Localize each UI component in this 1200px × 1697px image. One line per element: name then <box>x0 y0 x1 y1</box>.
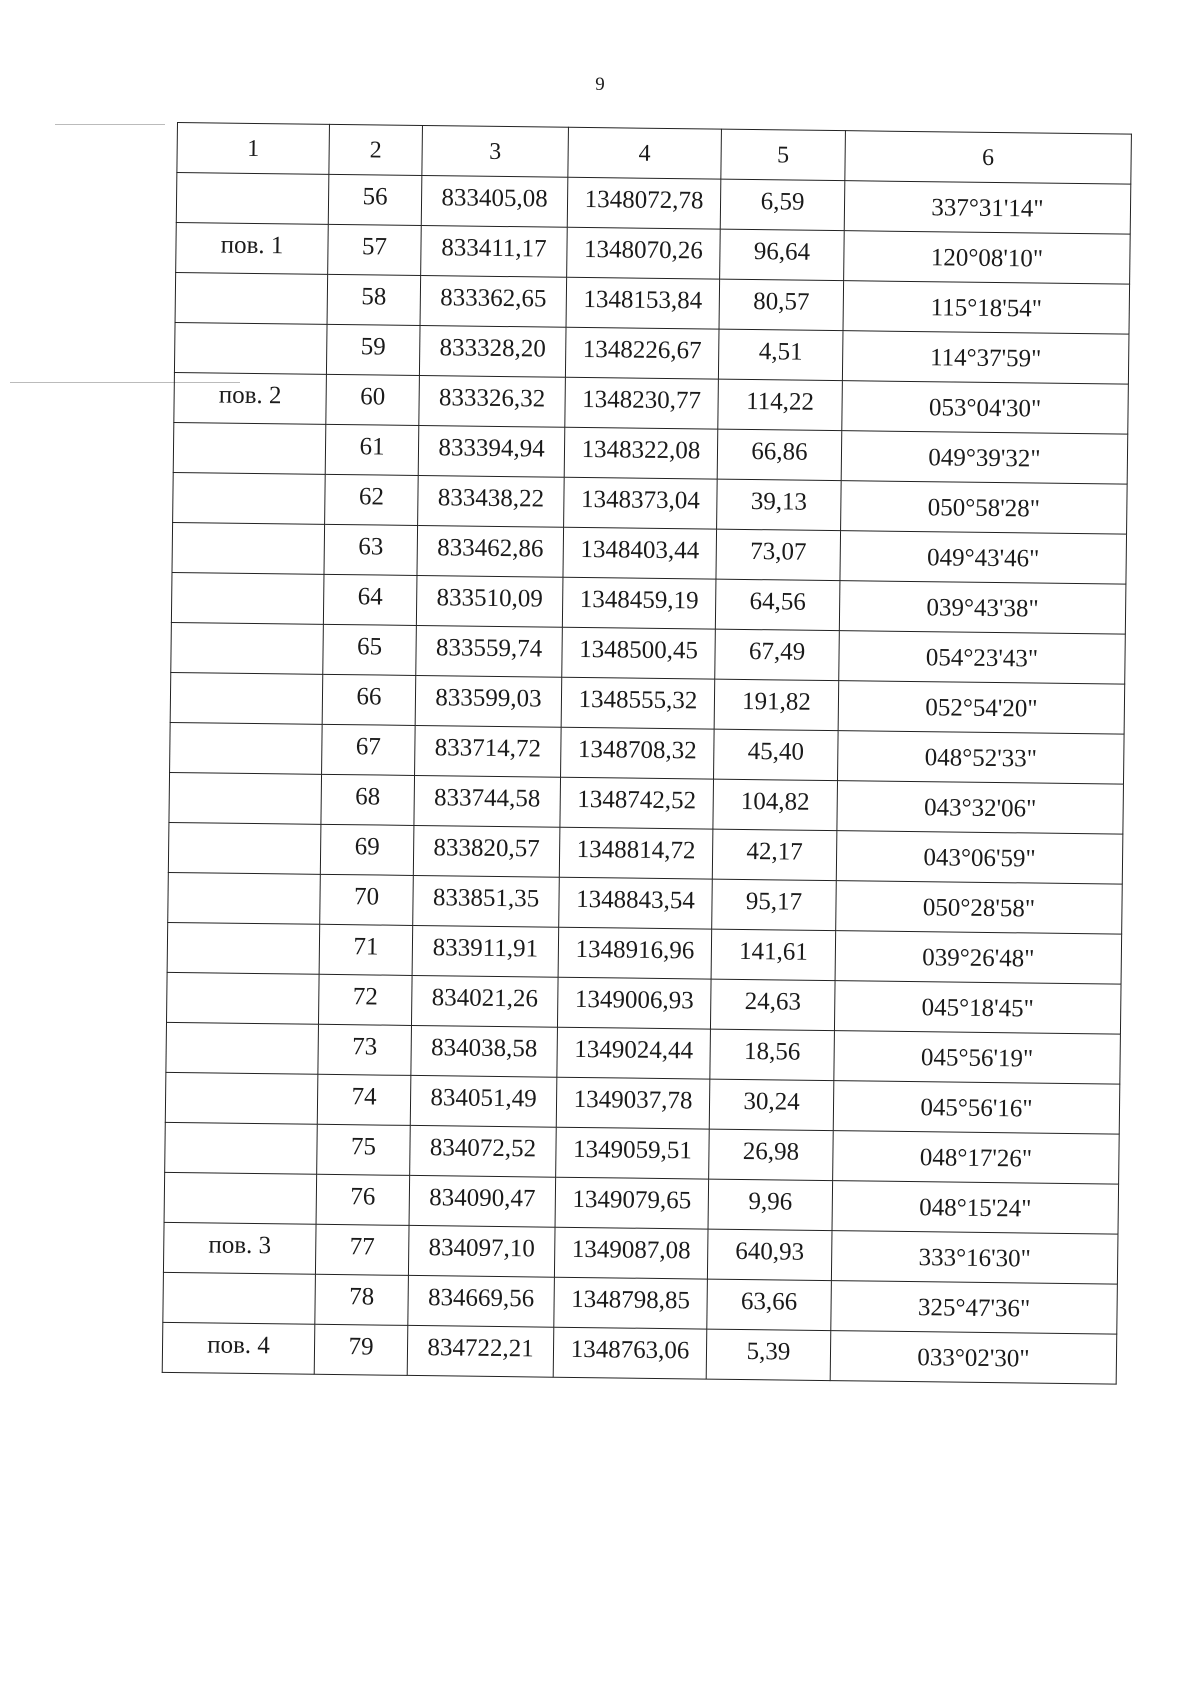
coordinate-y-cell: 1348555,32 <box>561 677 715 729</box>
coordinate-y-cell: 1348070,26 <box>567 227 721 279</box>
bearing-cell: 050°28'58" <box>836 881 1123 934</box>
coordinate-x-cell: 834722,21 <box>407 1325 554 1377</box>
distance-cell: 6,59 <box>720 179 845 231</box>
distance-cell: 96,64 <box>720 229 845 281</box>
point-number-cell: 58 <box>327 274 421 325</box>
turn-label-cell <box>172 522 325 574</box>
point-number-cell: 73 <box>318 1024 412 1075</box>
bearing-cell: 333°16'30" <box>831 1231 1118 1284</box>
coordinate-x-cell: 833559,74 <box>416 625 563 677</box>
turn-label-cell <box>170 672 323 724</box>
column-header: 2 <box>329 124 423 175</box>
column-header: 5 <box>721 129 846 181</box>
coordinate-x-cell: 834072,52 <box>410 1125 557 1177</box>
column-header: 3 <box>422 125 569 177</box>
point-number-cell: 71 <box>319 924 413 975</box>
coordinate-x-cell: 834669,56 <box>408 1275 555 1327</box>
column-header: 4 <box>568 127 722 179</box>
coordinate-y-cell: 1349059,51 <box>556 1127 710 1179</box>
distance-cell: 141,61 <box>711 929 836 981</box>
distance-cell: 24,63 <box>710 979 835 1031</box>
coordinate-y-cell: 1348500,45 <box>562 627 716 679</box>
table-body <box>162 173 1131 1385</box>
coordinate-y-cell: 1348072,78 <box>567 177 721 229</box>
coordinate-y-cell: 1348226,67 <box>565 327 719 379</box>
coordinate-x-cell: 833362,65 <box>420 275 567 327</box>
distance-cell: 66,86 <box>717 429 842 481</box>
coordinate-x-cell: 834021,26 <box>411 975 558 1027</box>
distance-cell: 5,39 <box>706 1329 831 1381</box>
coordinates-table <box>162 122 1132 1385</box>
point-number-cell: 66 <box>322 674 416 725</box>
coordinate-x-cell: 833851,35 <box>413 875 560 927</box>
coordinate-x-cell: 834051,49 <box>410 1075 557 1127</box>
point-number-cell: 79 <box>314 1324 408 1375</box>
turn-label-cell <box>163 1272 316 1324</box>
coordinate-x-cell: 833462,86 <box>417 525 564 577</box>
point-number-cell: 61 <box>325 424 419 475</box>
bearing-cell: 049°43'46" <box>840 531 1127 584</box>
point-number-cell: 64 <box>323 574 417 625</box>
bearing-cell: 053°04'30" <box>842 381 1129 434</box>
column-header: 6 <box>845 131 1132 184</box>
bearing-cell: 050°58'28" <box>841 481 1128 534</box>
coordinate-x-cell: 833394,94 <box>418 425 565 477</box>
coordinate-x-cell: 833820,57 <box>413 825 560 877</box>
table-row <box>162 1322 1117 1384</box>
point-number-cell: 68 <box>321 774 415 825</box>
bearing-cell: 039°26'48" <box>835 931 1122 984</box>
coordinate-y-cell: 1348708,32 <box>561 727 715 779</box>
coordinate-y-cell: 1348459,19 <box>562 577 716 629</box>
distance-cell: 39,13 <box>717 479 842 531</box>
column-header: 1 <box>177 123 330 175</box>
bearing-cell: 114°37'59" <box>842 331 1129 384</box>
coordinate-x-cell: 833911,91 <box>412 925 559 977</box>
coordinate-y-cell: 1348763,06 <box>553 1327 707 1379</box>
bearing-cell: 045°56'16" <box>833 1081 1120 1134</box>
turn-label-cell <box>166 1022 319 1074</box>
coordinate-y-cell: 1348322,08 <box>564 427 718 479</box>
coordinate-x-cell: 833328,20 <box>419 325 566 377</box>
distance-cell: 9,96 <box>708 1179 833 1231</box>
point-number-cell: 74 <box>317 1074 411 1125</box>
distance-cell: 114,22 <box>718 379 843 431</box>
point-number-cell: 77 <box>315 1224 409 1275</box>
coordinate-y-cell: 1348403,44 <box>563 527 717 579</box>
coordinate-y-cell: 1349087,08 <box>554 1227 708 1279</box>
turn-label-cell <box>171 572 324 624</box>
turn-label-cell <box>175 272 328 324</box>
coordinate-y-cell: 1349024,44 <box>557 1027 711 1079</box>
turn-label-cell <box>176 173 329 225</box>
turn-label-cell <box>173 422 326 474</box>
coordinate-y-cell: 1349006,93 <box>557 977 711 1029</box>
distance-cell: 73,07 <box>716 529 841 581</box>
distance-cell: 104,82 <box>713 779 838 831</box>
coordinate-x-cell: 833438,22 <box>418 475 565 527</box>
coordinate-x-cell: 833326,32 <box>419 375 566 427</box>
coordinate-y-cell: 1349037,78 <box>556 1077 710 1129</box>
coordinate-x-cell: 834097,10 <box>408 1225 555 1277</box>
coordinate-y-cell: 1348814,72 <box>559 827 713 879</box>
turn-label-cell <box>168 822 321 874</box>
point-number-cell: 59 <box>326 324 420 375</box>
coordinate-x-cell: 833510,09 <box>416 575 563 627</box>
distance-cell: 80,57 <box>719 279 844 331</box>
distance-cell: 95,17 <box>712 879 837 931</box>
scan-artifact-line <box>55 124 165 125</box>
turn-label-cell <box>166 972 319 1024</box>
point-number-cell: 78 <box>315 1274 409 1325</box>
turn-label-cell <box>169 772 322 824</box>
bearing-cell: 043°32'06" <box>837 781 1124 834</box>
distance-cell: 67,49 <box>715 629 840 681</box>
distance-cell: 64,56 <box>715 579 840 631</box>
turn-label-cell <box>164 1172 317 1224</box>
point-number-cell: 60 <box>326 374 420 425</box>
bearing-cell: 048°15'24" <box>832 1181 1119 1234</box>
distance-cell: 42,17 <box>712 829 837 881</box>
turn-label-cell <box>173 472 326 524</box>
coordinate-y-cell: 1349079,65 <box>555 1177 709 1229</box>
bearing-cell: 325°47'36" <box>831 1281 1118 1334</box>
bearing-cell: 052°54'20" <box>838 681 1125 734</box>
turn-label-cell <box>165 1122 318 1174</box>
point-number-cell: 63 <box>324 524 418 575</box>
distance-cell: 30,24 <box>709 1079 834 1131</box>
coordinate-y-cell: 1348230,77 <box>565 377 719 429</box>
turn-label-cell: пов. 1 <box>176 222 329 274</box>
turn-label-cell <box>174 322 327 374</box>
point-number-cell: 57 <box>328 224 422 275</box>
point-number-cell: 56 <box>328 174 422 225</box>
coordinate-y-cell: 1348153,84 <box>566 277 720 329</box>
bearing-cell: 045°18'45" <box>834 981 1121 1034</box>
distance-cell: 45,40 <box>714 729 839 781</box>
coordinate-y-cell: 1348373,04 <box>564 477 718 529</box>
turn-label-cell <box>167 922 320 974</box>
point-number-cell: 62 <box>325 474 419 525</box>
bearing-cell: 337°31'14" <box>844 181 1131 234</box>
bearing-cell: 039°43'38" <box>839 581 1126 634</box>
coordinate-x-cell: 833599,03 <box>415 675 562 727</box>
coordinate-x-cell: 833744,58 <box>414 775 561 827</box>
distance-cell: 63,66 <box>707 1279 832 1331</box>
point-number-cell: 75 <box>317 1124 411 1175</box>
bearing-cell: 048°17'26" <box>833 1131 1120 1184</box>
point-number-cell: 72 <box>318 974 412 1025</box>
distance-cell: 18,56 <box>710 1029 835 1081</box>
turn-label-cell <box>165 1072 318 1124</box>
point-number-cell: 69 <box>320 824 414 875</box>
distance-cell: 4,51 <box>718 329 843 381</box>
coordinate-x-cell: 833714,72 <box>415 725 562 777</box>
turn-label-cell <box>168 872 321 924</box>
bearing-cell: 043°06'59" <box>836 831 1123 884</box>
turn-label-cell: пов. 4 <box>162 1322 315 1374</box>
distance-cell: 640,93 <box>707 1229 832 1281</box>
bearing-cell: 048°52'33" <box>838 731 1125 784</box>
bearing-cell: 049°39'32" <box>841 431 1128 484</box>
turn-label-cell: пов. 3 <box>163 1222 316 1274</box>
distance-cell: 191,82 <box>714 679 839 731</box>
coordinate-x-cell: 834038,58 <box>411 1025 558 1077</box>
turn-label-cell <box>171 622 324 674</box>
bearing-cell: 045°56'19" <box>834 1031 1121 1084</box>
bearing-cell: 033°02'30" <box>830 1331 1117 1384</box>
coordinate-y-cell: 1348916,96 <box>558 927 712 979</box>
turn-label-cell <box>170 722 323 774</box>
distance-cell: 26,98 <box>709 1129 834 1181</box>
coordinate-y-cell: 1348798,85 <box>554 1277 708 1329</box>
bearing-cell: 115°18'54" <box>843 281 1130 334</box>
point-number-cell: 67 <box>322 724 416 775</box>
coordinate-y-cell: 1348742,52 <box>560 777 714 829</box>
page-number: 9 <box>595 74 605 95</box>
point-number-cell: 76 <box>316 1174 410 1225</box>
turn-label-cell: пов. 2 <box>174 372 327 424</box>
coordinates-table-wrapper <box>162 122 1131 1385</box>
point-number-cell: 70 <box>320 874 414 925</box>
point-number-cell: 65 <box>323 624 417 675</box>
coordinate-x-cell: 834090,47 <box>409 1175 556 1227</box>
bearing-cell: 054°23'43" <box>839 631 1126 684</box>
bearing-cell: 120°08'10" <box>844 231 1131 284</box>
coordinate-x-cell: 833411,17 <box>421 225 568 277</box>
coordinate-x-cell: 833405,08 <box>421 175 568 227</box>
coordinate-y-cell: 1348843,54 <box>559 877 713 929</box>
